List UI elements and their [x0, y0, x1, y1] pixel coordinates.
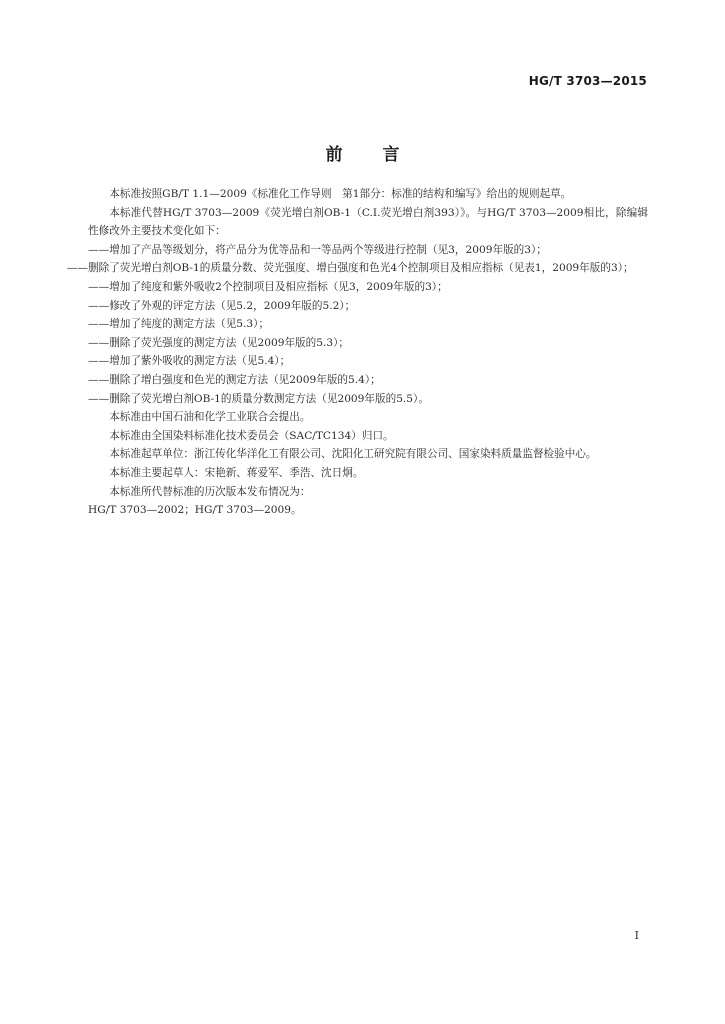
page-title: 前言: [325, 145, 440, 165]
change-item: ——增加了产品等级划分，将产品分为优等品和一等品两个等级进行控制（见3，2009年版的3）；: [88, 243, 547, 256]
paragraph-committee: 本标准由全国染料标准化技术委员会（SAC/TC134）归口。: [109, 429, 394, 442]
paragraph-history-versions: HG/T 3703—2002；HG/T 3703—2009。: [88, 504, 302, 517]
change-item: ——增加了纯度的测定方法（见5.3）；: [88, 318, 270, 331]
change-item: ——删除了荧光强度的测定方法（见2009年版的5.3）；: [88, 336, 349, 349]
change-item: ——删除了荧光增白剂OB-1的质量分数、荧光强度、增白强度和色光4个控制项目及相应指标（见表1，2009年版的3）；: [66, 262, 634, 275]
paragraph-drafting-rules: 本标准按照GB/T 1.1—2009《标准化工作导则 第1部分：标准的结构和编写》给出的规则起草。: [109, 188, 572, 200]
page-number: I: [634, 929, 639, 942]
standard-code: HG/T 3703—2015: [528, 74, 647, 88]
change-item: ——删除了荧光增白剂OB-1的质量分数测定方法（见2009年版的5.5）。: [88, 392, 429, 405]
change-item: ——增加了纯度和紫外吸收2个控制项目及相应指标（见3，2009年版的3）；: [88, 280, 448, 293]
paragraph-drafters: 本标准主要起草人：宋艳新、蒋爱军、季浩、沈日炯。: [109, 466, 364, 479]
change-item: ——增加了紫外吸收的测定方法（见5.4）；: [88, 355, 291, 368]
paragraph-replacement: 本标准代替HG/T 3703—2009《荧光增白剂OB-1（C.I.荧光增白剂393）》。与HG/T 3703—2009相比，除编辑性修改外主要技术变化如下：: [88, 206, 648, 238]
change-item: ——删除了增白强度和色光的测定方法（见2009年版的5.4）；: [88, 373, 381, 386]
paragraph-proposer: 本标准由中国石油和化学工业联合会提出。: [109, 411, 311, 424]
document-body: [66, 185, 648, 520]
paragraph-history-intro: 本标准所代替标准的历次版本发布情况为：: [109, 485, 311, 498]
change-item: ——修改了外观的评定方法（见5.2，2009年版的5.2）；: [88, 299, 356, 312]
paragraph-drafting-units: 本标准起草单位：浙江传化华洋化工有限公司、沈阳化工研究院有限公司、国家染料质量监督检验中心。: [109, 448, 597, 461]
